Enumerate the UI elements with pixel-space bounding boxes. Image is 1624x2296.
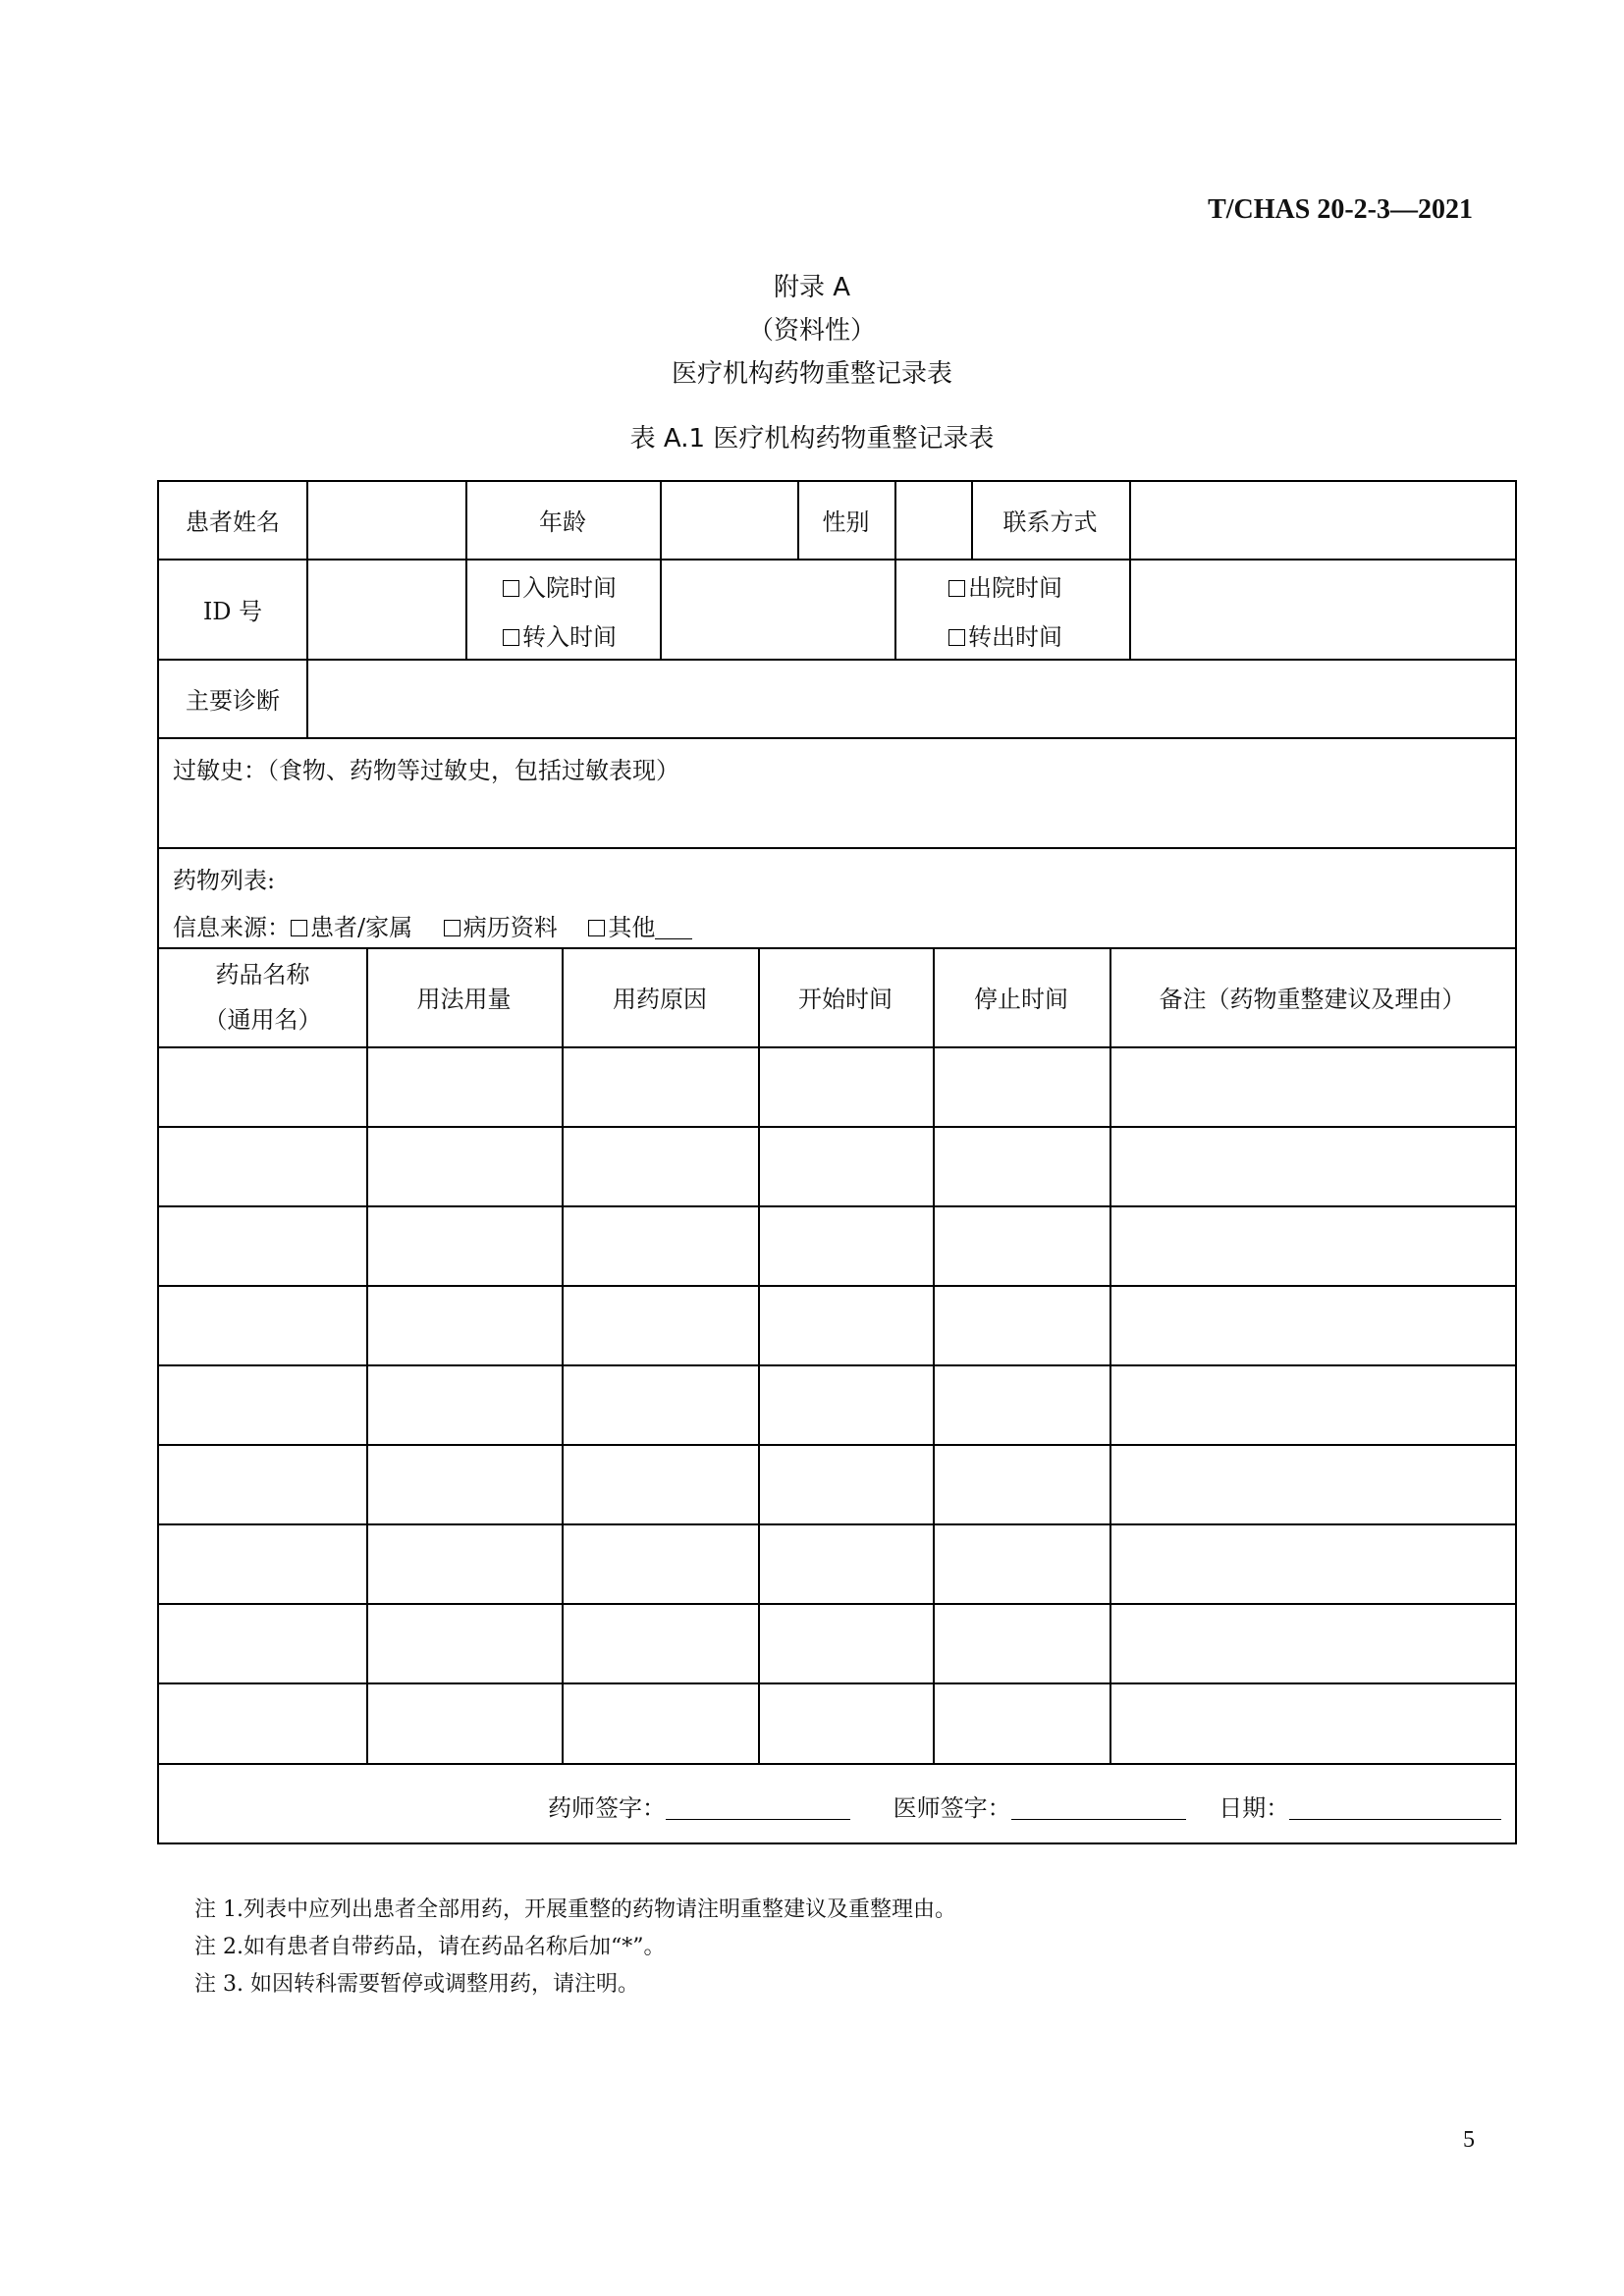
source-other-blank[interactable] [655, 917, 692, 939]
gender-label: 性别 [822, 507, 870, 536]
rule [157, 1682, 1517, 1684]
rule [157, 737, 1517, 739]
source-patient-family: 患者/家属 [310, 914, 413, 941]
table-caption: 表 A.1 医疗机构药物重整记录表 [629, 424, 995, 454]
rule [1129, 559, 1131, 659]
pharmacist-signature-label: 药师签字： [548, 1794, 666, 1822]
col-reason: 用药原因 [613, 986, 707, 1013]
page-number: 5 [1463, 2127, 1475, 2153]
reconciliation-form [157, 480, 1517, 1844]
age-field[interactable] [660, 480, 797, 559]
discharge-time-option[interactable]: 出院时间 [948, 568, 1062, 603]
checkbox-icon[interactable] [444, 920, 460, 936]
gender-field[interactable] [894, 480, 971, 559]
allergy-label: 过敏史：（食物、药物等过敏史，包括过敏表现） [173, 757, 679, 784]
checkbox-icon[interactable] [588, 920, 605, 936]
rule [157, 847, 1517, 849]
signature-row [548, 1789, 1501, 1823]
note-2: 注 2.如有患者自带药品，请在药品名称后加“*”。 [194, 1935, 666, 1959]
rule [157, 1603, 1517, 1605]
col-start-time: 开始时间 [798, 986, 893, 1013]
checkbox-icon[interactable] [948, 629, 965, 646]
rule [660, 559, 662, 659]
rule [562, 947, 564, 1763]
rule [366, 947, 368, 1763]
appendix-title: 附录 A [773, 273, 851, 302]
checkbox-icon[interactable] [503, 629, 519, 646]
checkbox-icon[interactable] [503, 580, 519, 597]
doctor-signature-field[interactable] [1011, 1797, 1186, 1820]
transfer-in-time-option[interactable]: 转入时间 [503, 617, 617, 652]
contact-label: 联系方式 [1002, 507, 1098, 536]
rule [157, 1285, 1517, 1287]
rule [758, 947, 760, 1763]
id-label: ID 号 [202, 597, 263, 625]
note-1: 注 1.列表中应列出患者全部用药，开展重整的药物请注明重整建议及重整理由。 [194, 1897, 956, 1922]
rule [157, 1364, 1517, 1366]
rule [157, 1126, 1517, 1128]
appendix-nature: （资料性） [747, 316, 876, 346]
rule [157, 1205, 1517, 1207]
contact-field[interactable] [1129, 480, 1515, 559]
patient-name-label: 患者姓名 [186, 507, 280, 536]
rule [157, 1763, 1517, 1765]
med-list-label: 药物列表: [173, 867, 276, 894]
col-stop-time: 停止时间 [974, 986, 1068, 1013]
date-field[interactable] [1289, 1797, 1501, 1820]
info-source-row: 信息来源： 患者/家属 病历资料 其他 [173, 908, 692, 942]
main-diagnosis-label: 主要诊断 [186, 686, 280, 715]
col-usage-dosage: 用法用量 [416, 986, 512, 1013]
rule [157, 559, 1517, 561]
appendix-name: 医疗机构药物重整记录表 [671, 359, 952, 389]
doctor-signature-label: 医师签字： [893, 1794, 1011, 1822]
rule [157, 1523, 1517, 1525]
rule [157, 1046, 1517, 1048]
note-3: 注 3. 如因转科需要暂停或调整用药，请注明。 [194, 1972, 639, 1997]
standard-code: T/CHAS 20-2-3—2021 [1208, 194, 1473, 225]
rule [1515, 480, 1517, 1844]
pharmacist-signature-field[interactable] [666, 1797, 850, 1820]
date-label: 日期： [1218, 1794, 1290, 1822]
main-diagnosis-field[interactable] [306, 659, 1515, 737]
rule [157, 1842, 1517, 1844]
source-other: 其他 [608, 914, 656, 941]
rule [157, 1444, 1517, 1446]
age-label: 年龄 [539, 507, 586, 536]
patient-name-field[interactable] [306, 480, 465, 559]
notes [194, 1892, 956, 2003]
admission-time-option[interactable]: 入院时间 [503, 568, 617, 603]
col-drug-name: 药品名称 （通用名） [203, 960, 322, 1034]
source-medical-record: 病历资料 [462, 914, 558, 941]
rule [1110, 947, 1111, 1763]
checkbox-icon[interactable] [948, 580, 965, 597]
transfer-out-time-option[interactable]: 转出时间 [948, 617, 1062, 652]
rule [894, 559, 896, 659]
rule [933, 947, 935, 1763]
rule [465, 559, 467, 659]
checkbox-icon[interactable] [291, 920, 307, 936]
col-remarks: 备注（药物重整建议及理由） [1159, 986, 1466, 1013]
